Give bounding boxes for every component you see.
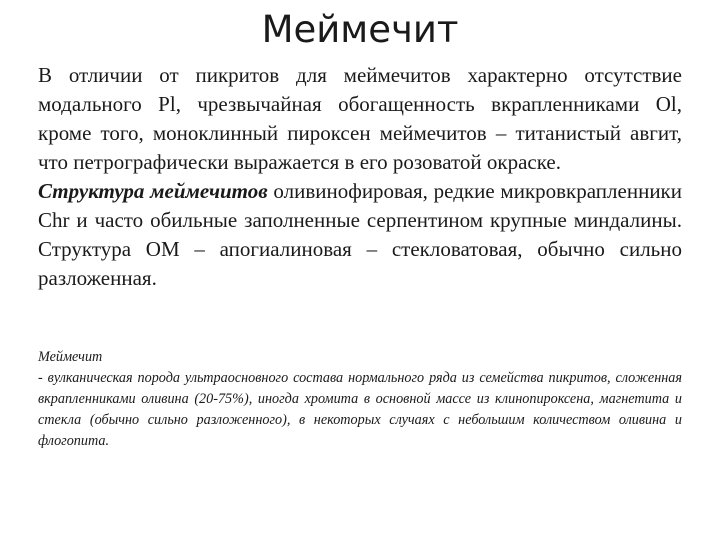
structure-text: оливинофировая, редкие микровкрапленники Chr и часто обильные заполненные серпентином крупные миндалины. Структура ОМ – апогиалиновая – стекловатовая, обычно сильно разложенная. xyxy=(38,179,682,290)
main-text-block xyxy=(38,61,682,293)
definition-text: - вулканическая порода ультраосновного состава нормального ряда из семейства пикритов, сложенная вкрапленниками оливина (20-75%), иногда хромита в основной массе из клинопироксена, магнетита и стекла (обычно сильно разложенного), в некоторых случаях с небольшим количеством оливина и флогопита. xyxy=(38,370,682,449)
definition-note xyxy=(38,347,682,452)
structure-paragraph xyxy=(38,177,682,293)
definition-term: Меймечит xyxy=(38,349,103,365)
description-paragraph: В отличии от пикритов для меймечитов характерно отсутствие модального Pl, чрезвычайная обогащенность вкрапленниками Ol, кроме того, моноклинный пироксен меймечитов – титанистый авгит, что петрографически выражается в его розоватой окраске. xyxy=(38,63,682,174)
slide-title: Меймечит xyxy=(261,8,459,51)
structure-term: Структура меймечитов xyxy=(38,179,268,203)
